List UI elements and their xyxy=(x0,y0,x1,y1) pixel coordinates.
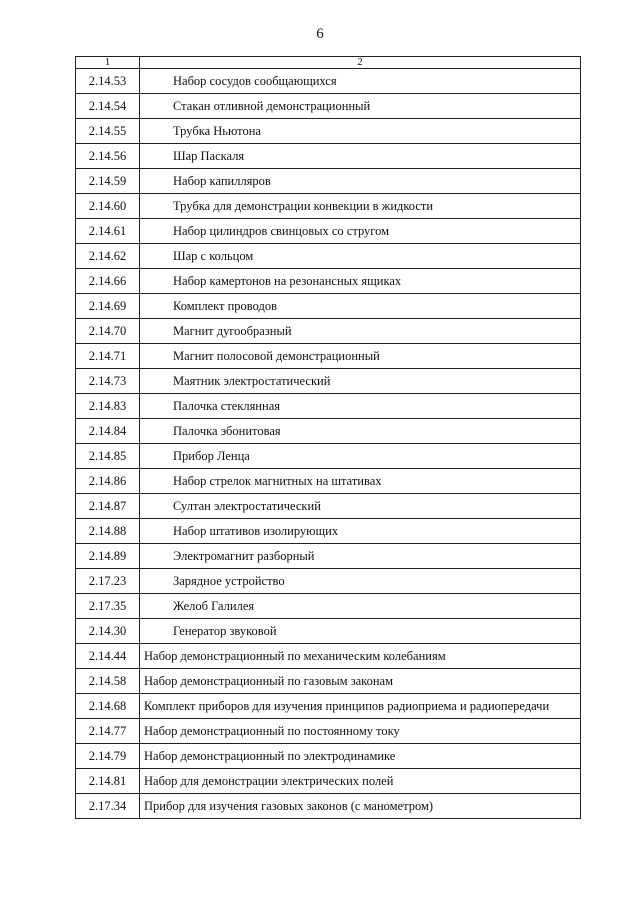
item-name: Магнит дугообразный xyxy=(140,319,581,344)
item-name: Шар с кольцом xyxy=(140,244,581,269)
page-number: 6 xyxy=(316,26,324,42)
item-code: 2.14.88 xyxy=(76,519,140,544)
table-body xyxy=(76,69,581,819)
table-row xyxy=(76,119,581,144)
item-name: Набор для демонстрации электрических полей xyxy=(140,769,581,794)
item-name: Зарядное устройство xyxy=(140,569,581,594)
table-row xyxy=(76,394,581,419)
table-row xyxy=(76,419,581,444)
table-row xyxy=(76,144,581,169)
table-row xyxy=(76,544,581,569)
item-name: Набор цилиндров свинцовых со стругом xyxy=(140,219,581,244)
table-row xyxy=(76,244,581,269)
item-name: Магнит полосовой демонстрационный xyxy=(140,344,581,369)
header-row xyxy=(76,57,581,69)
item-name: Прибор Ленца xyxy=(140,444,581,469)
item-name: Набор камертонов на резонансных ящиках xyxy=(140,269,581,294)
item-code: 2.14.30 xyxy=(76,619,140,644)
item-code: 2.14.68 xyxy=(76,694,140,719)
item-name: Шар Паскаля xyxy=(140,144,581,169)
item-code: 2.14.77 xyxy=(76,719,140,744)
item-code: 2.14.54 xyxy=(76,94,140,119)
table-row xyxy=(76,719,581,744)
table-row xyxy=(76,669,581,694)
table-row xyxy=(76,519,581,544)
item-name: Маятник электростатический xyxy=(140,369,581,394)
column-header-code: 1 xyxy=(76,57,140,69)
item-code: 2.14.85 xyxy=(76,444,140,469)
item-name: Набор стрелок магнитных на штативах xyxy=(140,469,581,494)
table-row xyxy=(76,769,581,794)
item-name: Набор штативов изолирующих xyxy=(140,519,581,544)
item-code: 2.14.83 xyxy=(76,394,140,419)
item-name: Набор демонстрационный по механическим колебаниям xyxy=(140,644,581,669)
item-name: Прибор для изучения газовых законов (с манометром) xyxy=(140,794,581,819)
item-code: 2.14.70 xyxy=(76,319,140,344)
table-row xyxy=(76,569,581,594)
table-row xyxy=(76,744,581,769)
item-code: 2.14.44 xyxy=(76,644,140,669)
item-name: Султан электростатический xyxy=(140,494,581,519)
item-name: Трубка для демонстрации конвекции в жидкости xyxy=(140,194,581,219)
item-code: 2.14.69 xyxy=(76,294,140,319)
item-code: 2.14.56 xyxy=(76,144,140,169)
table-row xyxy=(76,169,581,194)
table-row xyxy=(76,94,581,119)
item-code: 2.14.58 xyxy=(76,669,140,694)
item-name: Набор сосудов сообщающихся xyxy=(140,69,581,94)
item-code: 2.17.23 xyxy=(76,569,140,594)
item-name: Набор капилляров xyxy=(140,169,581,194)
item-code: 2.14.61 xyxy=(76,219,140,244)
item-name: Комплект приборов для изучения принципов радиоприема и радиопередачи xyxy=(140,694,581,719)
item-code: 2.14.53 xyxy=(76,69,140,94)
table-row xyxy=(76,594,581,619)
item-code: 2.14.87 xyxy=(76,494,140,519)
table-row xyxy=(76,644,581,669)
item-name: Стакан отливной демонстрационный xyxy=(140,94,581,119)
item-name: Набор демонстрационный по газовым законам xyxy=(140,669,581,694)
equipment-table xyxy=(75,56,581,819)
table-row xyxy=(76,619,581,644)
item-name: Набор демонстрационный по постоянному току xyxy=(140,719,581,744)
table-row xyxy=(76,444,581,469)
item-name: Генератор звуковой xyxy=(140,619,581,644)
item-code: 2.14.86 xyxy=(76,469,140,494)
item-code: 2.14.62 xyxy=(76,244,140,269)
table-row xyxy=(76,319,581,344)
item-code: 2.14.84 xyxy=(76,419,140,444)
table-row xyxy=(76,694,581,719)
item-name: Желоб Галилея xyxy=(140,594,581,619)
item-name: Трубка Ньютона xyxy=(140,119,581,144)
item-code: 2.14.59 xyxy=(76,169,140,194)
table-row xyxy=(76,469,581,494)
table-row xyxy=(76,794,581,819)
item-code: 2.14.71 xyxy=(76,344,140,369)
item-code: 2.14.81 xyxy=(76,769,140,794)
item-code: 2.17.35 xyxy=(76,594,140,619)
item-code: 2.14.60 xyxy=(76,194,140,219)
item-name: Набор демонстрационный по электродинамике xyxy=(140,744,581,769)
table-header xyxy=(76,57,581,69)
item-name: Палочка стеклянная xyxy=(140,394,581,419)
table-row xyxy=(76,494,581,519)
item-name: Электромагнит разборный xyxy=(140,544,581,569)
table-row xyxy=(76,69,581,94)
item-code: 2.14.89 xyxy=(76,544,140,569)
item-name: Палочка эбонитовая xyxy=(140,419,581,444)
table-row xyxy=(76,194,581,219)
table-row xyxy=(76,219,581,244)
table-row xyxy=(76,369,581,394)
table-row xyxy=(76,294,581,319)
item-name: Комплект проводов xyxy=(140,294,581,319)
table-row xyxy=(76,269,581,294)
column-header-name: 2 xyxy=(140,57,581,69)
item-code: 2.14.73 xyxy=(76,369,140,394)
item-code: 2.14.66 xyxy=(76,269,140,294)
table-row xyxy=(76,344,581,369)
item-code: 2.14.79 xyxy=(76,744,140,769)
item-code: 2.17.34 xyxy=(76,794,140,819)
item-code: 2.14.55 xyxy=(76,119,140,144)
